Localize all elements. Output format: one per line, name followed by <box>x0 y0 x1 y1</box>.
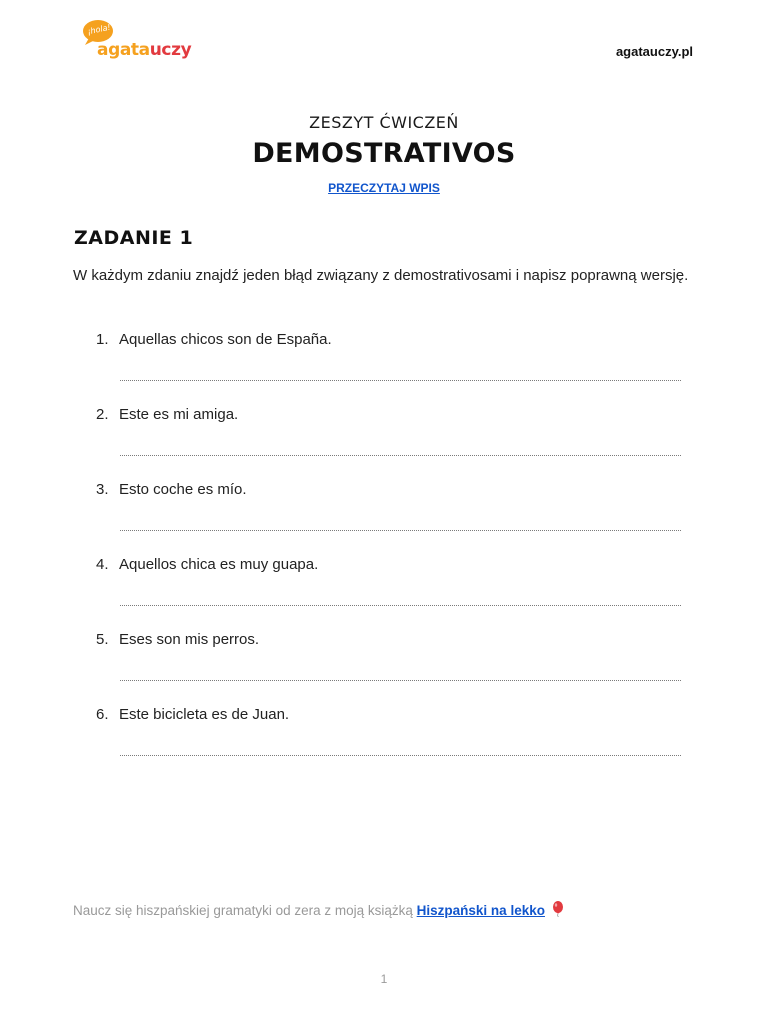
answer-line[interactable] <box>120 455 681 456</box>
exercise-number: 3. <box>96 481 109 498</box>
exercise-sentence: Este bicicleta es de Juan. <box>119 706 290 723</box>
page-number: 1 <box>380 972 388 986</box>
logo-greeting: ¡hola! <box>86 22 112 37</box>
book-promo <box>73 901 564 918</box>
exercise-sentence: Esto coche es mío. <box>119 481 247 498</box>
exercise-sentence: Este es mi amiga. <box>119 406 239 423</box>
logo-word-uczy: uczy <box>149 40 192 60</box>
brand-logo[interactable] <box>80 17 210 65</box>
logo-wordmark <box>97 40 191 60</box>
balloon-icon <box>552 901 564 917</box>
exercise-number: 5. <box>96 631 109 648</box>
task-heading: ZADANIE 1 <box>74 227 194 249</box>
answer-line[interactable] <box>120 680 681 681</box>
exercise-item <box>73 480 693 555</box>
exercise-number: 1. <box>96 331 109 348</box>
exercise-item <box>73 405 693 480</box>
task-instructions: W każdym zdaniu znajdź jeden błąd związany z demostrativosami i napisz poprawną wersję. <box>73 267 689 284</box>
exercise-item <box>73 705 693 780</box>
promo-text: Naucz się hiszpańskiej gramatyki od zera z moją książką <box>73 903 413 918</box>
workbook-subtitle: ZESZYT ĆWICZEŃ <box>309 113 459 132</box>
answer-line[interactable] <box>120 605 681 606</box>
site-url[interactable]: agatauczy.pl <box>615 44 693 59</box>
exercise-item <box>73 330 693 405</box>
exercise-number: 4. <box>96 556 109 573</box>
page-title: DEMOSTRATIVOS <box>252 138 516 169</box>
answer-line[interactable] <box>120 380 681 381</box>
exercise-sentence: Aquellas chicos son de España. <box>119 331 332 348</box>
exercise-number: 2. <box>96 406 109 423</box>
logo-word-agata: agata <box>97 40 150 60</box>
answer-line[interactable] <box>120 755 681 756</box>
answer-line[interactable] <box>120 530 681 531</box>
exercise-item <box>73 630 693 705</box>
read-post-link[interactable]: PRZECZYTAJ WPIS <box>328 181 440 195</box>
exercise-sentence: Eses son mis perros. <box>119 631 260 648</box>
exercise-item <box>73 555 693 630</box>
exercise-sentence: Aquellos chica es muy guapa. <box>119 556 319 573</box>
book-link[interactable]: Hiszpański na lekko <box>416 903 545 918</box>
exercise-number: 6. <box>96 706 109 723</box>
exercise-list <box>73 330 693 780</box>
